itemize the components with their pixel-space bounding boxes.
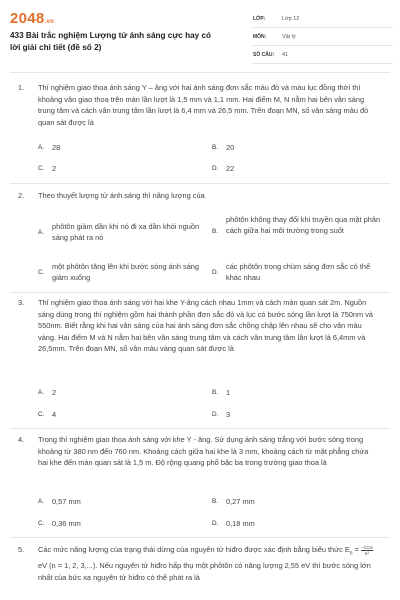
document-header bbox=[0, 0, 400, 68]
option-text: 20 bbox=[226, 143, 235, 152]
divider bbox=[10, 183, 390, 184]
option-c[interactable] bbox=[38, 163, 188, 175]
option-letter: D. bbox=[212, 269, 219, 276]
option-text: 4 bbox=[52, 410, 57, 419]
option-text: phôtôn không thay đổi khi truyền qua mặt phân cách giữa hai môi trường trong suốt bbox=[226, 215, 381, 235]
question-3 bbox=[0, 297, 400, 391]
question-text-part: Các mức năng lượng của trạng thái dừng của nguyên tử hiđro được xác định bằng biểu thức E bbox=[38, 545, 350, 554]
divider bbox=[10, 537, 390, 538]
meta-row-class bbox=[253, 14, 393, 28]
meta-row-subject bbox=[253, 32, 393, 46]
meta-row-count bbox=[253, 50, 393, 64]
option-d[interactable] bbox=[212, 518, 362, 530]
question-number: 4. bbox=[18, 435, 25, 444]
meta-key: LỚP: bbox=[253, 16, 266, 22]
question-1 bbox=[0, 82, 400, 140]
option-text: phôtôn giảm dần khi nó đi xa dần khỏi nguồn sáng phát ra nó bbox=[52, 222, 200, 242]
option-text: các phôtôn trong chùm sáng đơn sắc có thể khác nhau bbox=[226, 262, 371, 282]
option-letter: B. bbox=[212, 389, 219, 396]
question-4 bbox=[0, 434, 400, 482]
option-b[interactable] bbox=[212, 387, 362, 399]
option-text: 2 bbox=[52, 164, 57, 173]
option-d[interactable] bbox=[212, 261, 387, 285]
question-number: 5. bbox=[18, 545, 25, 554]
option-letter: A. bbox=[38, 498, 45, 505]
option-letter: A. bbox=[38, 144, 45, 151]
option-letter: B. bbox=[212, 498, 219, 505]
option-a[interactable] bbox=[38, 496, 188, 508]
divider bbox=[10, 292, 390, 293]
option-a[interactable] bbox=[38, 142, 188, 154]
option-c[interactable] bbox=[38, 518, 188, 530]
divider bbox=[10, 72, 390, 73]
question-text: Theo thuyết lượng tử ánh sáng thì năng lượng của bbox=[38, 191, 205, 200]
formula-numerator: −13,6 bbox=[361, 544, 373, 550]
site-logo[interactable] bbox=[10, 10, 54, 27]
option-a[interactable] bbox=[38, 387, 188, 399]
option-letter: A. bbox=[38, 389, 45, 396]
question-number: 3. bbox=[18, 298, 25, 307]
option-d[interactable] bbox=[212, 163, 362, 175]
option-letter: C. bbox=[38, 269, 45, 276]
option-letter: C. bbox=[38, 520, 45, 527]
option-letter: D. bbox=[212, 520, 219, 527]
question-number: 1. bbox=[18, 83, 25, 92]
option-c[interactable] bbox=[38, 261, 203, 285]
option-text: 0,36 mm bbox=[52, 519, 81, 528]
option-text: 3 bbox=[226, 410, 231, 419]
logo-domain: .vn bbox=[44, 19, 55, 25]
meta-value: Vật lý bbox=[282, 34, 296, 40]
option-letter: B. bbox=[212, 228, 219, 235]
meta-info bbox=[253, 14, 393, 68]
question-5 bbox=[0, 544, 400, 600]
option-text: 2 bbox=[52, 388, 57, 397]
option-letter: A. bbox=[38, 229, 45, 236]
meta-key: SỐ CÂU: bbox=[253, 52, 275, 58]
option-letter: C. bbox=[38, 165, 45, 172]
option-d[interactable] bbox=[212, 409, 362, 421]
option-letter: B. bbox=[212, 144, 219, 151]
option-letter: D. bbox=[212, 165, 219, 172]
question-text: Trong thí nghiệm giao thoa ánh sáng với khe Y - âng. Sử dụng ánh sáng trắng với bước sóng trong khoảng từ 380 nm đến 760 nm. Khoảng cách giữa hai khe là 3 mm, khoảng cách từ mặt phẳng chứa hai khe đến màn quan sát là 1,5 m. Độ rộng quang phổ bậc ba trong trường giao thoa là bbox=[38, 435, 369, 468]
option-b[interactable] bbox=[212, 214, 387, 248]
question-text: Các mức năng lượng của trạng thái dừng của nguyên tử hiđro được xác định bằng biểu thức $E_n$ = $\frac{-13,6}{\text{n²}}$ eV (n = 1, 2, 3,...). Nếu nguyên tử hiđro hấp thụ một phôtôn có năng lượng 2,55 eV thì bước sóng lớn nhất của bức xạ nguyên tử hiđro có thể phát ra là bbox=[38, 544, 373, 582]
option-text: 22 bbox=[226, 164, 235, 173]
option-text: 0,27 mm bbox=[226, 497, 255, 506]
option-b[interactable] bbox=[212, 142, 362, 154]
meta-value: Lớp 12 bbox=[282, 16, 300, 22]
question-text: Thí nghiệm giao thoa ánh sáng Y – âng với hai ánh sáng đơn sắc màu đỏ và màu lục đồng thời thì khoảng vân giao thoa trên màn lần lượt là 1,5 mm và 1,1 mm. Hai điểm M, N nằm hai bên vân sáng trung tâm và cách vân trung tâm lần lượt là 6,4 mm và 26,5 mm. Trên đoạn MN, số vân sáng màu đỏ quan sát được là bbox=[38, 83, 369, 127]
option-letter: C. bbox=[38, 411, 45, 418]
option-text: 0,18 mm bbox=[226, 519, 255, 528]
meta-value: 41 bbox=[282, 52, 289, 58]
page-title: 433 Bài trắc nghiệm Lượng tử ánh sáng cực hay có lời giải chi tiết (đề số 2) bbox=[10, 31, 212, 52]
divider bbox=[10, 428, 390, 429]
option-text: 28 bbox=[52, 143, 61, 152]
meta-key: MÔN: bbox=[253, 34, 267, 40]
formula-subscript: n bbox=[349, 550, 353, 557]
option-text: 0,57 mm bbox=[52, 497, 81, 506]
option-text: 1 bbox=[226, 388, 231, 397]
option-letter: D. bbox=[212, 411, 219, 418]
option-c[interactable] bbox=[38, 409, 188, 421]
question-text: Thí nghiệm giao thoa ánh sáng với hai khe Y-âng cách nhau 1mm và cách màn quan sát 2m. Nguồn sáng dùng trong thí nghiệm gồm hai thành phần đơn sắc đỏ và lục có bước sóng lần lượt là 750nm và 550nm. Biết rằng khi hai vân sáng của hai ánh sáng đơn sắc chồng chập lên nhau sẽ cho vân màu vàng. Hai điểm M và N nằm hai bên vân sáng trung tâm và cách vân trung tâm lần lượt là 6,4mm và 26,5mm. Trên đoạn MN, số vân màu vàng quan sát được là bbox=[38, 298, 374, 354]
formula-denominator: n² bbox=[364, 550, 369, 556]
option-text: một phôtôn tăng lên khi bước sóng ánh sáng giảm xuống bbox=[52, 262, 200, 282]
formula-fraction bbox=[361, 545, 373, 556]
logo-text: 2048 bbox=[10, 10, 45, 27]
option-a[interactable] bbox=[38, 221, 198, 245]
question-text-part: eV (n = 1, 2, 3,...). Nếu nguyên tử hiđro hấp thụ một phôtôn có năng lượng 2,55 eV thì bước sóng lớn nhất của bức xạ nguyên tử hiđro có thể phát ra là bbox=[38, 561, 371, 582]
question-2 bbox=[0, 190, 400, 204]
option-b[interactable] bbox=[212, 496, 362, 508]
question-number: 2. bbox=[18, 191, 25, 200]
